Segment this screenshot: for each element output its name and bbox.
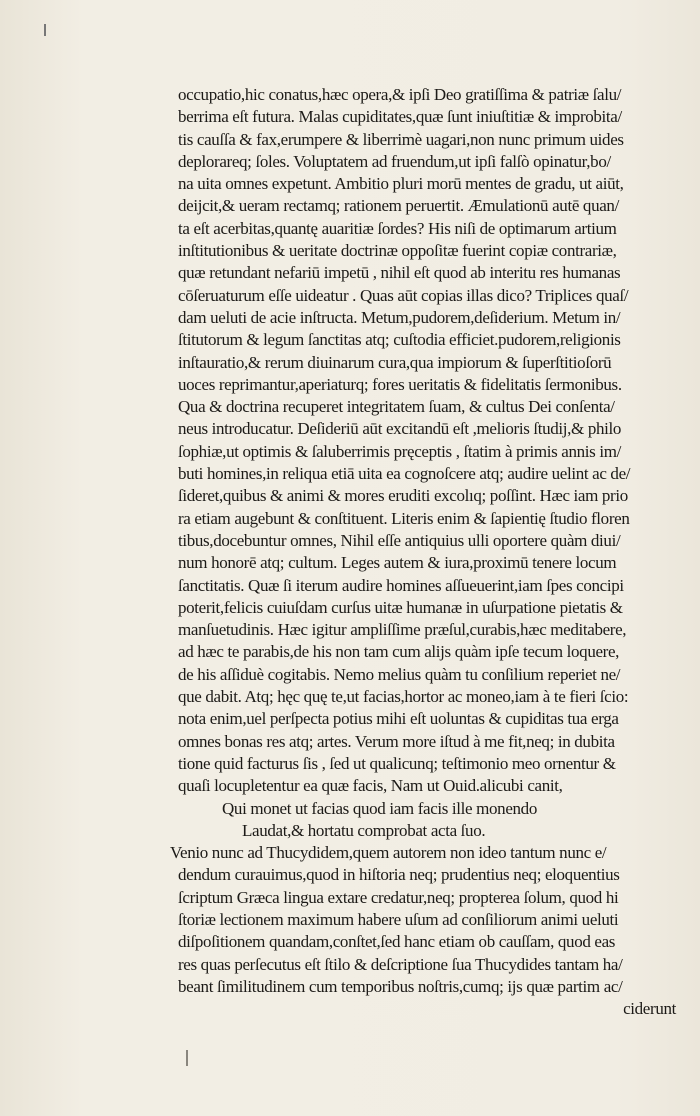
text-line: diſpoſitionem quandam,conſtet,ſed hanc etiam ob cauſſam, quod eas: [178, 932, 616, 952]
text-line: ſideret,quibus & animi & mores eruditi excolıq; poſſint. Hæc iam prio: [178, 486, 628, 506]
margin-mark-bottom: [186, 1050, 188, 1066]
text-line: deplorareq; ſoles. Voluptatem ad fruendum,ut ipſi falſò opinatur,bo/: [178, 151, 611, 171]
text-line: ſtoriæ lectionem maximum habere uſum ad conſiliorum animi ueluti: [178, 909, 619, 929]
text-line: Qua & doctrina recuperet integritatem ſuam, & cultus Dei conſenta/: [178, 397, 615, 417]
text-line: beant ſimilitudinem cum temporibus noſtris,cumq; ijs quæ partim ac/: [178, 976, 623, 996]
text-line: ſtitutorum & legum ſanctitas atq; cuſtodia efficiet.pudorem,religionis: [178, 330, 621, 350]
text-line: Venio nunc ad Thucydidem,quem autorem non ideo tantum nunc e/: [170, 843, 607, 863]
text-line: omnes bonas res atq; artes. Verum more iſtud à me fit,neq; in dubita: [178, 731, 615, 751]
text-line: ra etiam augebunt & conſtituent. Literis enim & ſapientię ſtudio floren: [178, 508, 630, 528]
body-text: [170, 84, 676, 1020]
text-line: tione quid facturus ſis , ſed ut qualicunq; teſtimonio meo ornentur &: [178, 753, 616, 773]
text-line: res quas perſecutus eſt ſtilo & deſcriptione ſua Thucydides tantam ha/: [178, 954, 623, 974]
text-line: ad hæc te parabis,de his non tam cum alijs quàm ipſe tecum loquere,: [178, 642, 620, 662]
text-line: tis cauſſa & fax,erumpere & liberrimè uagari,non nunc primum uides: [178, 129, 624, 149]
text-line: inſtauratio,& rerum diuinarum cura,qua impiorum & ſuperſtitioſorū: [178, 352, 612, 372]
text-line: Laudat,& hortatu comprobat acta ſuo.: [242, 820, 486, 840]
text-line: neus introducatur. Deſideriū aūt excitandū eſt ,melioris ſtudij,& philo: [178, 419, 622, 439]
text-line: quaſi locupletentur ea quæ facis, Nam ut Ouid.alicubi canit,: [178, 776, 563, 796]
text-line: poterit,felicis cuiuſdam curſus uitæ humanæ in uſurpatione pietatis &: [178, 597, 623, 617]
text-line: que dabit. Atq; hęc quę te,ut facias,hortor ac moneo,iam à te fieri ſcio:: [178, 687, 629, 707]
text-line: dendum curauimus,quod in hiſtoria neq; prudentius neq; eloquentius: [178, 865, 620, 885]
text-line: ta eſt acerbitas,quantę auaritiæ ſordes? His niſi de optimarum artium: [178, 218, 617, 238]
text-line: uoces reprimantur,aperiaturq; fores ueritatis & fidelitatis ſermonibus.: [178, 374, 622, 394]
text-line: quæ retundant nefariū impetū , nihil eſt quod ab interitu res humanas: [178, 263, 621, 283]
text-line: na uita omnes expetunt. Ambitio pluri morū mentes de gradu, ut aiūt,: [178, 174, 624, 194]
text-line: dam ueluti de acie inſtructa. Metum,pudorem,deſiderium. Metum in/: [178, 307, 621, 327]
text-line: num honorē atq; cultum. Leges autem & iura,proximū tenere locum: [178, 553, 617, 573]
text-line: cōſeruaturum eſſe uideatur . Quas aūt copias illas dico? Triplices quaſ/: [178, 285, 629, 305]
text-line: ſanctitatis. Quæ ſi iterum audire homines aſſueuerint,iam ſpes concipi: [178, 575, 624, 595]
text-line: occupatio,hic conatus,hæc opera,& ipſi Deo gratiſſima & patriæ ſalu/: [178, 85, 622, 104]
text-line: ciderunt: [623, 999, 676, 1019]
text-line: manſuetudinis. Hæc igitur ampliſſime præſul,curabis,hæc meditabere,: [178, 620, 627, 640]
text-line: ſcriptum Græca lingua extare credatur,neq; propterea ſolum, quod hi: [178, 887, 619, 907]
margin-mark: [44, 24, 46, 36]
text-line: buti homines,in reliqua etiā uita ea cognoſcere atq; audire uelint ac de/: [178, 464, 631, 484]
text-line: berrima eſt futura. Malas cupiditates,quæ ſunt iniuſtitiæ & improbita/: [178, 107, 622, 127]
text-line: Qui monet ut facias quod iam facis ille monendo: [222, 798, 537, 818]
text-line: inſtitutionibus & ueritate doctrinæ oppoſitæ fuerint copiæ contrariæ,: [178, 241, 617, 261]
text-line: deijcit,& ueram rectamq; rationem peruertit. Æmulationū autē quan/: [178, 196, 619, 216]
text-line: tibus,docebuntur omnes, Nihil eſſe antiquius ulli oportere quàm diui/: [178, 530, 621, 550]
text-line: ſophiæ,ut optimis & ſaluberrimis pręceptis , ſtatim à primis annis im/: [178, 441, 621, 461]
text-line: de his aſſiduè cogitabis. Nemo melius quàm tu conſilium reperiet ne/: [178, 664, 621, 684]
text-line: nota enim,uel perſpecta potius mihi eſt uoluntas & cupiditas tua erga: [178, 709, 619, 729]
